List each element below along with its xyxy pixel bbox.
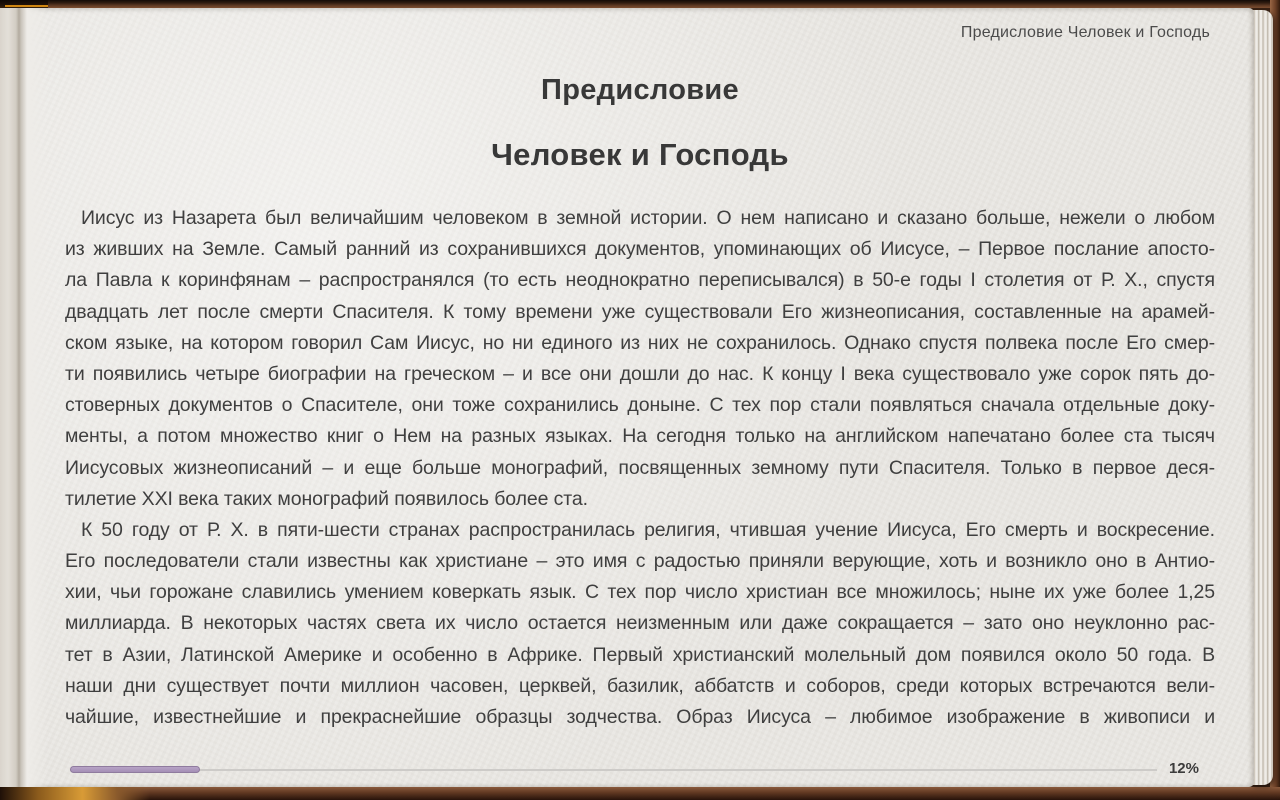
text-line: К 50 году от Р. Х. в пяти-шести странах распространилась религия, чтившая учение Иисуса, Его смерть и воскресение. [81, 518, 1215, 541]
reading-progress-track[interactable] [70, 769, 1157, 771]
text-line: миллиарда. В некоторых частях света их число остается неизменным или даже сокращается – зато оно неуклонно рас- [65, 612, 1215, 635]
chapter-title: Предисловие [541, 74, 739, 106]
text-line: ла Павла к коринфянам – распространялся (то есть неоднократно переписывался) в 50-е годы I столетия от Р. Х., спустя [65, 269, 1215, 292]
body-text [65, 203, 1215, 733]
text-line: ском языке, на котором говорил Сам Иисус, но ни единого из них не сохранилось. Однако спустя полвека после Его смер- [65, 331, 1215, 354]
reading-progress-percent: 12% [1168, 760, 1199, 777]
text-line: Его последователи стали известны как христиане – это имя с радостью приняли верующие, хоть и возникло оно в Антио- [65, 550, 1215, 573]
section-title: Человек и Господь [491, 137, 789, 172]
running-title: Предисловие Человек и Господь [960, 24, 1210, 41]
paragraph [65, 515, 1215, 733]
text-line: ти появились четыре биографии на греческом – и все они дошли до нас. К концу I века существовало уже сорок пять до- [65, 362, 1215, 385]
text-line: чайшие, известнейшие и прекраснейшие образцы зодчества. Образ Иисуса – любимое изображение в живописи и [65, 706, 1215, 728]
book-cover-bottom-edge [0, 787, 1280, 800]
reading-progress-fill[interactable] [70, 766, 200, 773]
text-line: хии, чьи горожане славились умением коверкать язык. С тех пор число христиан все множилось; ныне их уже более 1,25 [65, 581, 1215, 604]
page-stack-edges [1251, 10, 1273, 785]
text-line: наши дни существует почти миллион часовен, церквей, базилик, аббатств и соборов, среди которых встречаются вели- [65, 674, 1215, 697]
text-line: Иисус из Назарета был величайшим человеком в земной истории. О нем написано и сказано больше, нежели о любом [81, 207, 1215, 229]
paragraph [65, 203, 1215, 515]
text-line: из живших на Земле. Самый ранний из сохранившихся документов, упоминающих об Иисусе, – Первое послание апосто- [65, 238, 1215, 261]
text-line: двадцать лет после смерти Спасителя. К тому времени уже существовали Его жизнеописания, составленные на арамей- [65, 300, 1215, 323]
text-line: тилетие XXI века таких монографий появилось более ста. [65, 487, 588, 510]
cover-corner-highlight [0, 787, 150, 800]
text-line: Иисусовых жизнеописаний – и еще больше монографий, посвященных земному пути Спасителя. Только в первое деся- [65, 456, 1215, 479]
book-cover-top-edge [0, 0, 1280, 8]
text-line: тет в Азии, Латинской Америке и особенно в Африке. Первый христианский молельный дом появился около 50 года. В [65, 643, 1215, 666]
cover-accent-stripe [5, 5, 48, 7]
text-line: менты, а потом множество книг о Нем на разных языках. На сегодня только на английском напечатано более ста тысяч [65, 425, 1215, 448]
text-line: стоверных документов о Спасителе, они тоже сохранились доныне. С тех пор стали появляться сначала отдельные доку- [65, 394, 1215, 417]
